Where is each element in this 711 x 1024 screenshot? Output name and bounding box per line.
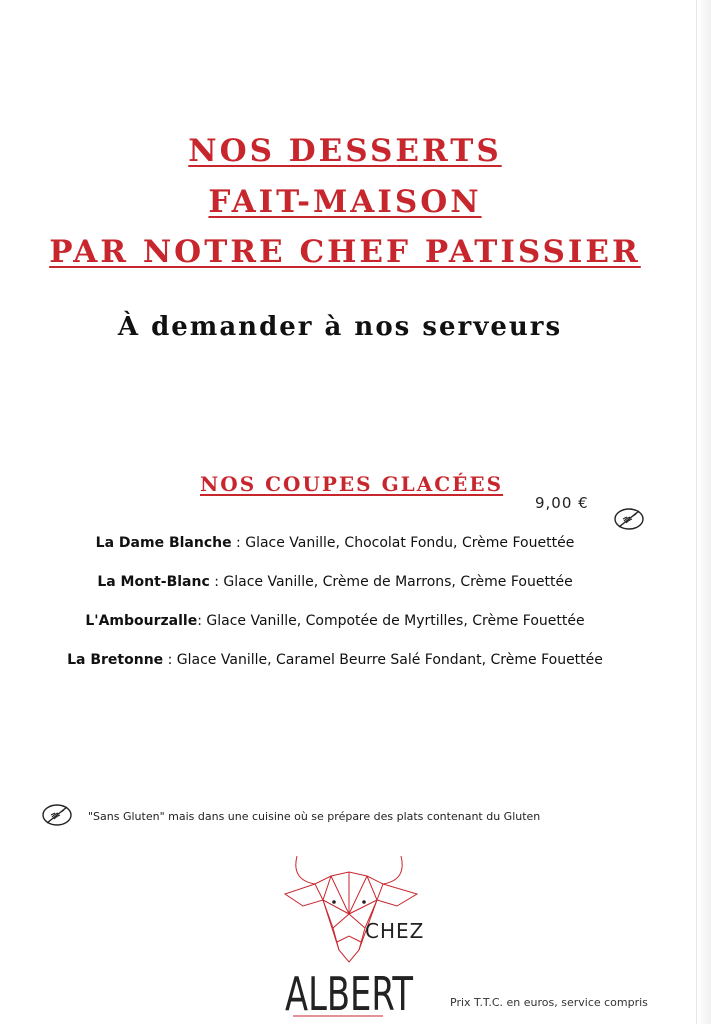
gluten-free-icon: [613, 507, 645, 531]
page-edge: [696, 0, 711, 1024]
item-description: Glace Vanille, Crème de Marrons, Crème Fouettée: [223, 574, 573, 590]
logo-word-chez: CHEZ: [365, 919, 425, 943]
title-line-3: PAR NOTRE CHEF PATISSIER: [49, 234, 641, 270]
price-footer: Prix T.T.C. en euros, service compris: [450, 996, 648, 1009]
item-description: Glace Vanille, Caramel Beurre Salé Fondant, Crème Fouettée: [176, 652, 603, 668]
gluten-free-icon: [41, 803, 73, 827]
subtitle: À demander à nos serveurs: [117, 312, 563, 342]
logo-word-albert: ALBERT: [285, 967, 414, 1021]
item-name: La Bretonne: [67, 652, 164, 668]
item-separator: :: [163, 652, 177, 668]
section-title: NOS COUPES GLACÉES: [200, 472, 504, 496]
item-name: La Mont-Blanc: [97, 574, 210, 590]
item-name: La Dame Blanche: [95, 535, 232, 551]
title-line-2: FAIT-MAISON: [208, 184, 482, 220]
menu-item-dame-blanche: [0, 535, 670, 551]
item-separator: :: [209, 574, 224, 590]
menu-item-bretonne: [0, 652, 670, 668]
price: 9,00 €: [535, 494, 589, 512]
item-description: Glace Vanille, Chocolat Fondu, Crème Fouettée: [245, 535, 575, 551]
menu-item-ambourzalle: [0, 613, 670, 629]
item-description: Glace Vanille, Compotée de Myrtilles, Crème Fouettée: [206, 613, 585, 629]
gluten-note: "Sans Gluten" mais dans une cuisine où se prépare des plats contenant du Gluten: [88, 810, 541, 823]
chez-albert-logo: [283, 850, 423, 1020]
item-separator: :: [197, 613, 207, 629]
menu-item-mont-blanc: [0, 574, 670, 590]
bull-head-icon: [285, 856, 417, 962]
item-name: L'Ambourzalle: [85, 613, 198, 629]
item-separator: :: [231, 535, 246, 551]
title-line-1: NOS DESSERTS: [188, 133, 502, 169]
